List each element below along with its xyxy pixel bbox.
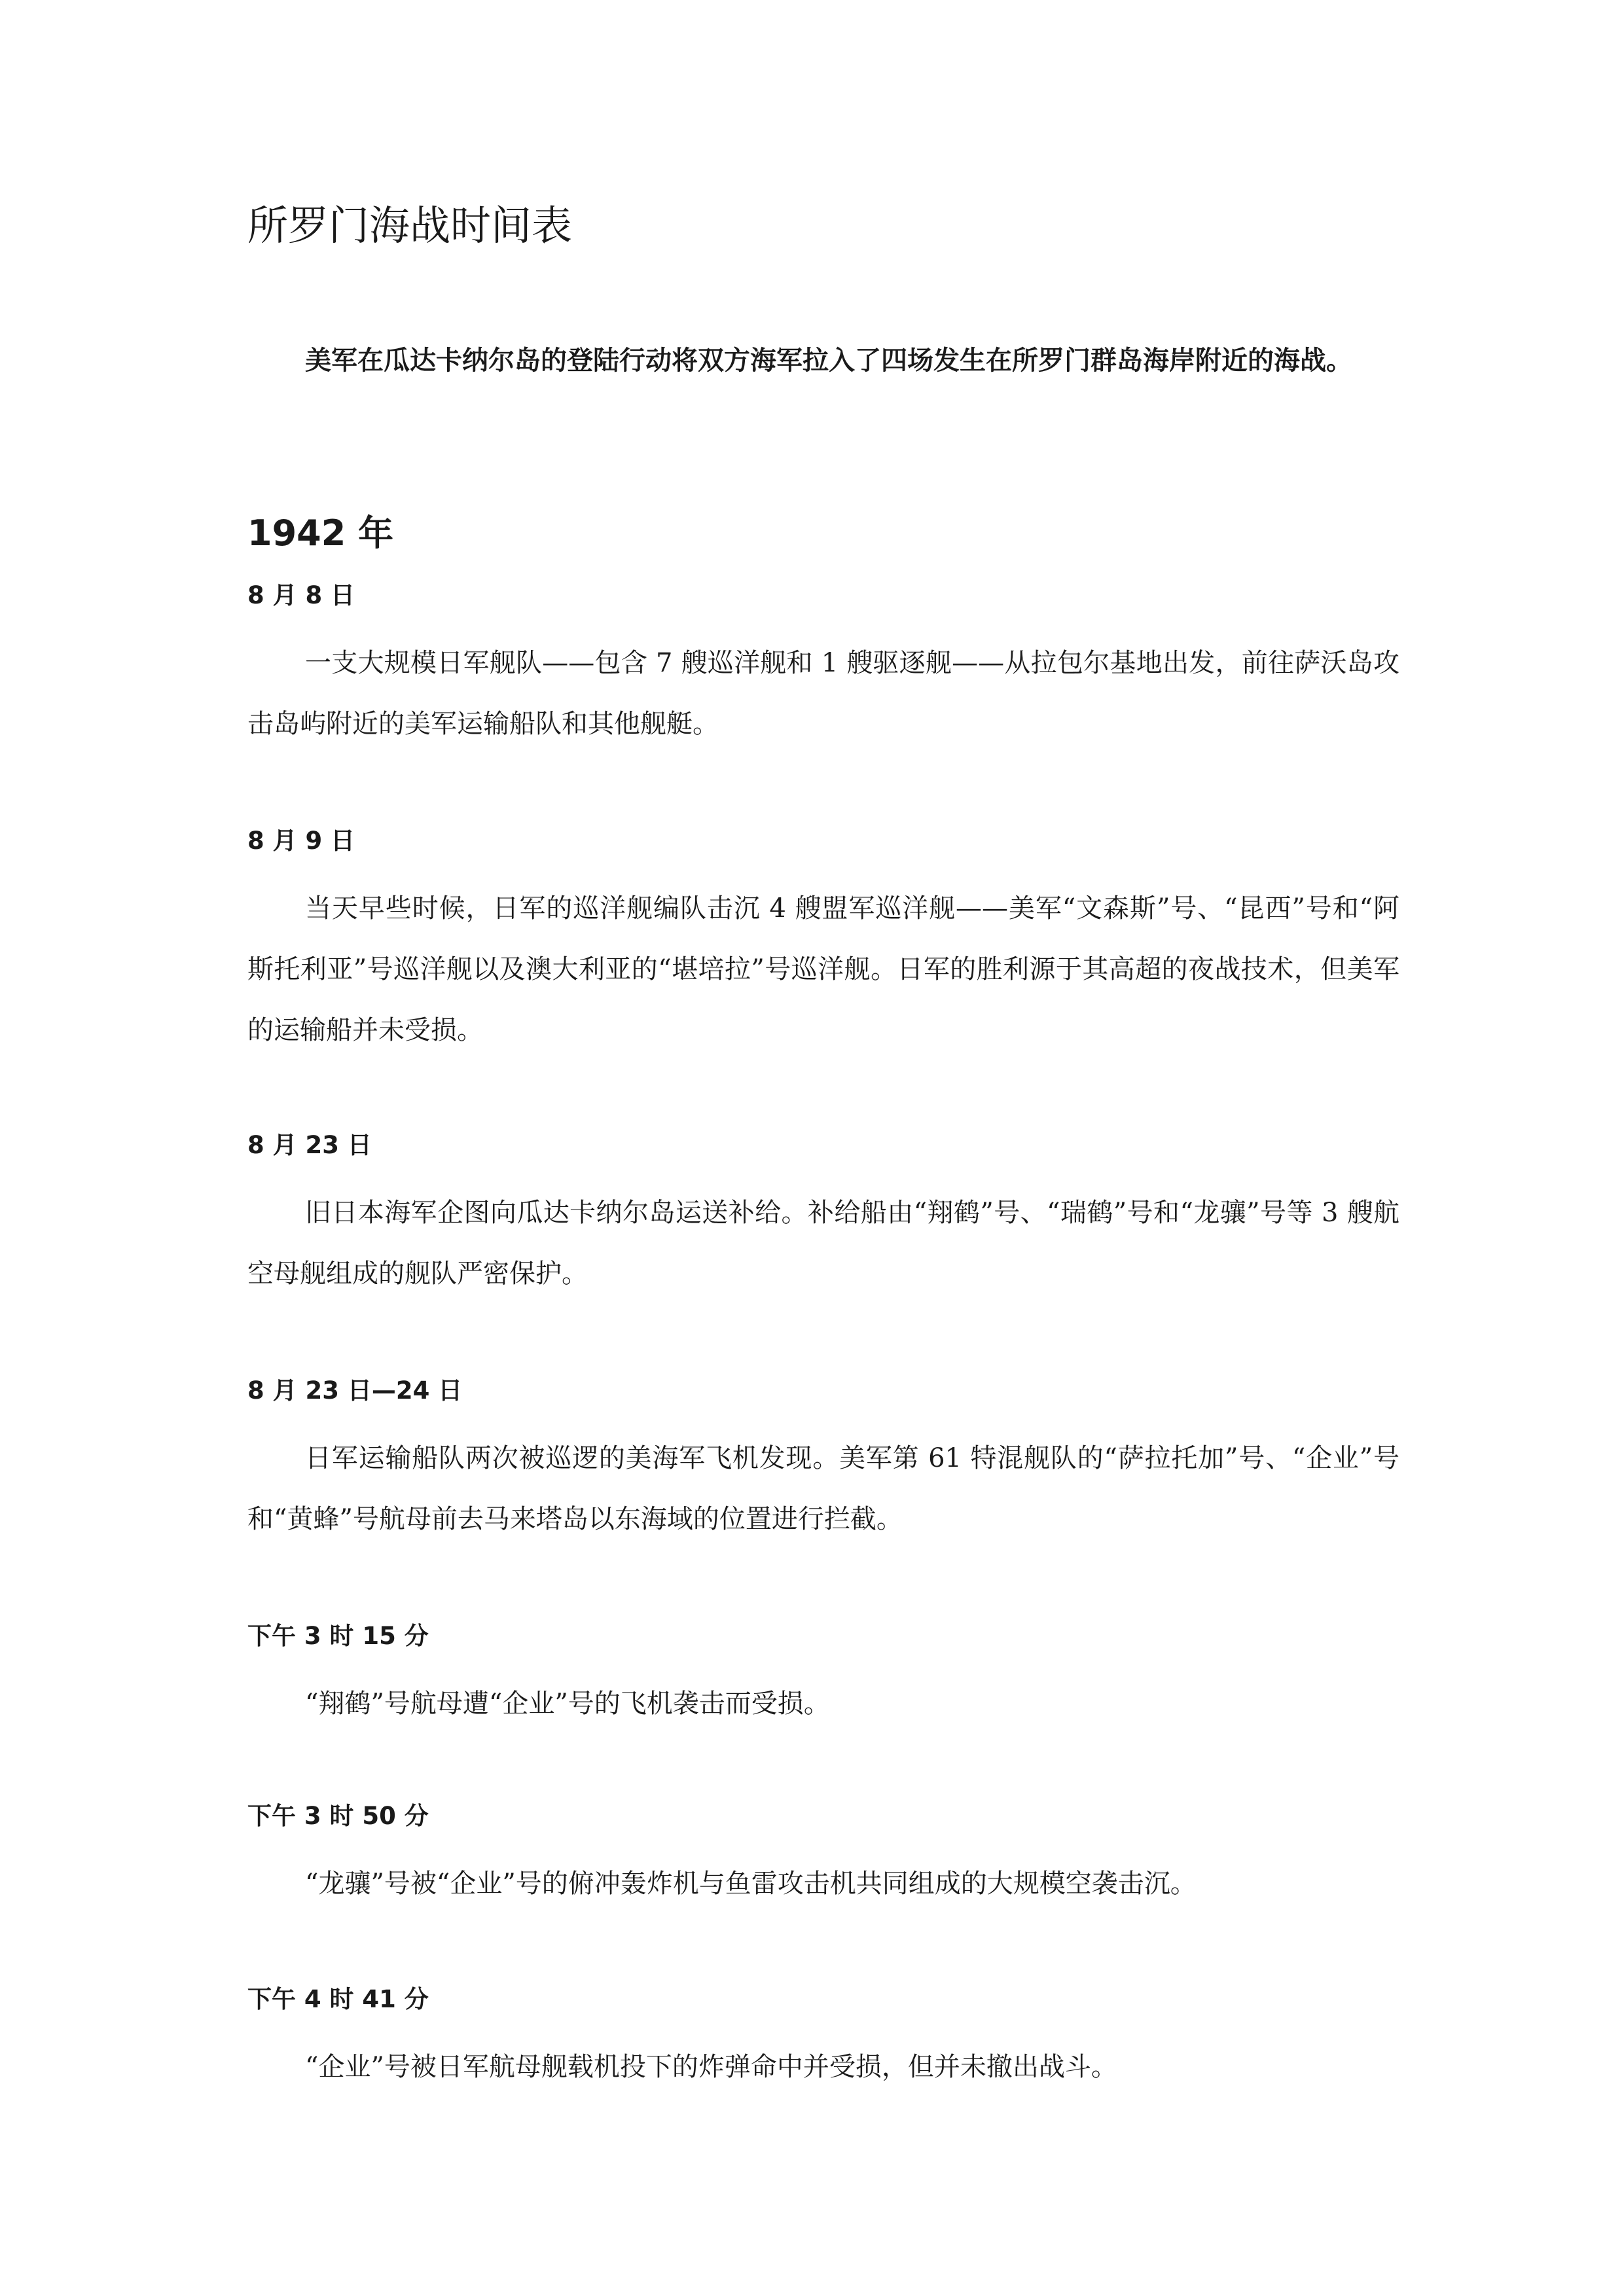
timeline-entry	[247, 576, 1399, 755]
entry-text: “龙骧”号被“企业”号的俯冲轰炸机与鱼雷攻击机共同组成的大规模空袭击沉。	[305, 1869, 1197, 1899]
entry-date: 下午 3 时 50 分	[247, 1802, 429, 1830]
year-heading: 1942 年	[247, 512, 394, 554]
entry-date: 下午 3 时 15 分	[247, 1622, 429, 1650]
document-title: 所罗门海战时间表	[247, 202, 573, 249]
intro-paragraph: 美军在瓜达卡纳尔岛的登陆行动将双方海军拉入了四场发生在所罗门群岛海岸附近的海战。	[305, 346, 1352, 376]
timeline-entry	[247, 1617, 1399, 1734]
timeline-entry	[247, 1126, 1399, 1304]
timeline-entry	[247, 821, 1399, 1061]
entry-date: 8 月 8 日	[247, 581, 355, 609]
entry-text: 当天早些时候，日军的巡洋舰编队击沉 4 艘盟军巡洋舰——美军“文森斯”号、“昆西”号和“阿斯托利亚”号巡洋舰以及澳大利亚的“堪培拉”号巡洋舰。日军的胜利源于其高超的夜战技术，但美军的运输船并未受损。	[247, 893, 1399, 1045]
entry-date: 8 月 23 日—24 日	[247, 1376, 463, 1405]
entry-text: 旧日本海军企图向瓜达卡纳尔岛运送补给。补给船由“翔鹤”号、“瑞鹤”号和“龙骧”号等 3 艘航空母舰组成的舰队严密保护。	[247, 1198, 1399, 1289]
timeline-entry	[247, 1797, 1399, 1914]
timeline-entry	[247, 1980, 1399, 2098]
entry-date: 8 月 23 日	[247, 1131, 372, 1159]
entry-text: 日军运输船队两次被巡逻的美海军飞机发现。美军第 61 特混舰队的“萨拉托加”号、“企业”号和“黄蜂”号航母前去马来塔岛以东海域的位置进行拦截。	[247, 1443, 1399, 1534]
timeline-entry	[247, 1371, 1399, 1550]
entry-date: 8 月 9 日	[247, 827, 355, 855]
entry-text: “企业”号被日军航母舰载机投下的炸弹命中并受损，但并未撤出战斗。	[305, 2052, 1117, 2082]
entry-date: 下午 4 时 41 分	[247, 1985, 429, 2013]
entry-text: 一支大规模日军舰队——包含 7 艘巡洋舰和 1 艘驱逐舰——从拉包尔基地出发，前往萨沃岛攻击岛屿附近的美军运输船队和其他舰艇。	[247, 648, 1399, 739]
entry-text: “翔鹤”号航母遭“企业”号的飞机袭击而受损。	[305, 1689, 830, 1719]
